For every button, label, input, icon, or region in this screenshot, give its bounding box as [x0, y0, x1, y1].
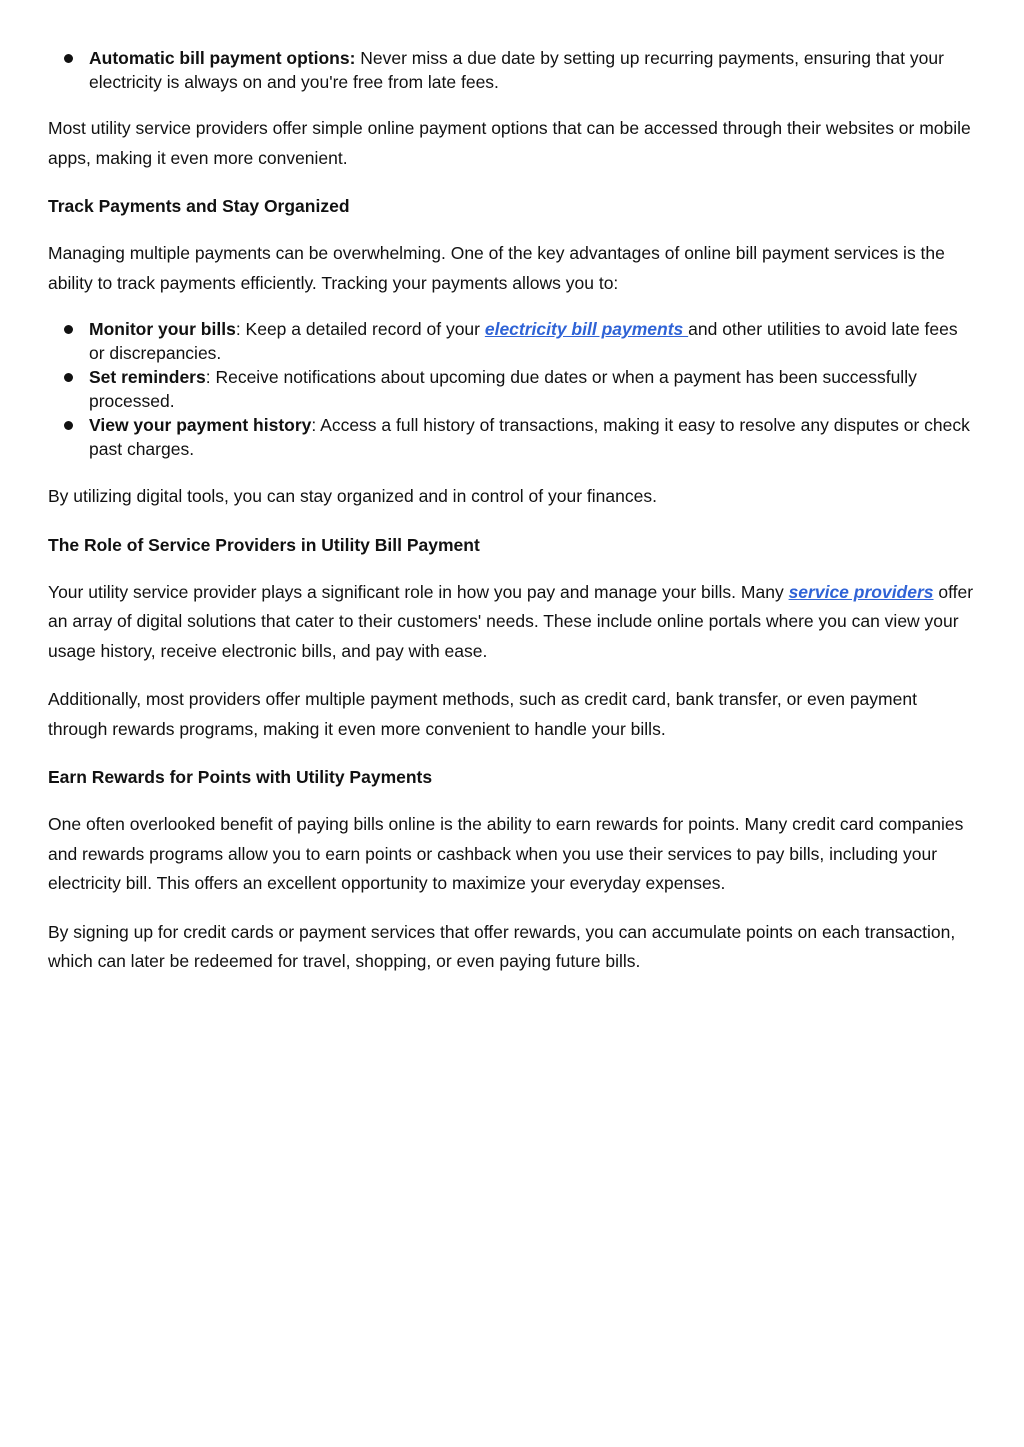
list-item [48, 413, 976, 461]
paragraph-online-options: Most utility service providers offer simple online payment options that can be accessed through their websites or mobile apps, making it even more convenient. [48, 118, 971, 168]
list-item [48, 365, 976, 413]
paragraph-rewards-signup: By signing up for credit cards or payment services that offer rewards, you can accumulate points on each transaction, which can later be redeemed for travel, shopping, or even paying future bills. [48, 921, 956, 971]
bullet-text: : Access a full history of transactions, making it easy to resolve any disputes or check past charges. [89, 415, 970, 459]
track-bullet-list [48, 317, 976, 461]
bullet-label: Monitor your bills [89, 319, 236, 339]
bullet-text: : Keep a detailed record of your [235, 319, 485, 339]
paragraph-service-provider-role [48, 578, 976, 667]
document-page [48, 46, 976, 996]
list-item [48, 317, 976, 365]
intro-bullet-list [48, 46, 976, 94]
electricity-bill-payments-link[interactable]: electricity bill payments [484, 319, 689, 339]
paragraph-text: offer an array of digital solutions that cater to their customers' needs. These include online portals where you can view your usage history, receive electronic bills, and pay with ease. [48, 581, 974, 661]
heading-role-of-providers: The Role of Service Providers in Utility Bill Payment [48, 534, 480, 555]
bullet-text: : Receive notifications about upcoming due dates or when a payment has been successfully processed. [89, 367, 917, 411]
bullet-icon [64, 54, 73, 63]
paragraph-text: Your utility service provider plays a significant role in how you pay and manage your bills. Many [48, 581, 789, 602]
heading-earn-rewards: Earn Rewards for Points with Utility Payments [48, 767, 433, 787]
heading-track-payments: Track Payments and Stay Organized [48, 196, 350, 216]
bullet-text: and other utilities to avoid late fees or discrepancies. [89, 319, 958, 363]
paragraph-rewards-benefit: One often overlooked benefit of paying bills online is the ability to earn rewards for points. Many credit card companies and rewards programs allow you to earn points or cashback when you use their services to pay bills, including your electricity bill. This offers an excellent opportunity to maximize your everyday expenses. [48, 814, 964, 893]
service-providers-link[interactable]: service providers [788, 581, 934, 602]
bullet-icon [64, 421, 73, 430]
list-item [48, 46, 976, 94]
bullet-icon [64, 373, 73, 382]
bullet-text: Never miss a due date by setting up recurring payments, ensuring that your electricity is always on and you're free from late fees. [89, 48, 944, 92]
bullet-icon [64, 325, 73, 334]
bullet-label: View your payment history [89, 415, 312, 435]
paragraph-digital-tools: By utilizing digital tools, you can stay organized and in control of your finances. [48, 486, 657, 506]
paragraph-managing-payments: Managing multiple payments can be overwhelming. One of the key advantages of online bill payment services is the ability to track payments efficiently. Tracking your payments allows you to: [48, 243, 945, 293]
bullet-label: Automatic bill payment options: [89, 48, 356, 68]
bullet-label: Set reminders [89, 367, 206, 387]
paragraph-payment-methods: Additionally, most providers offer multiple payment methods, such as credit card, bank transfer, or even payment through rewards programs, making it even more convenient to handle your bills. [48, 689, 917, 739]
